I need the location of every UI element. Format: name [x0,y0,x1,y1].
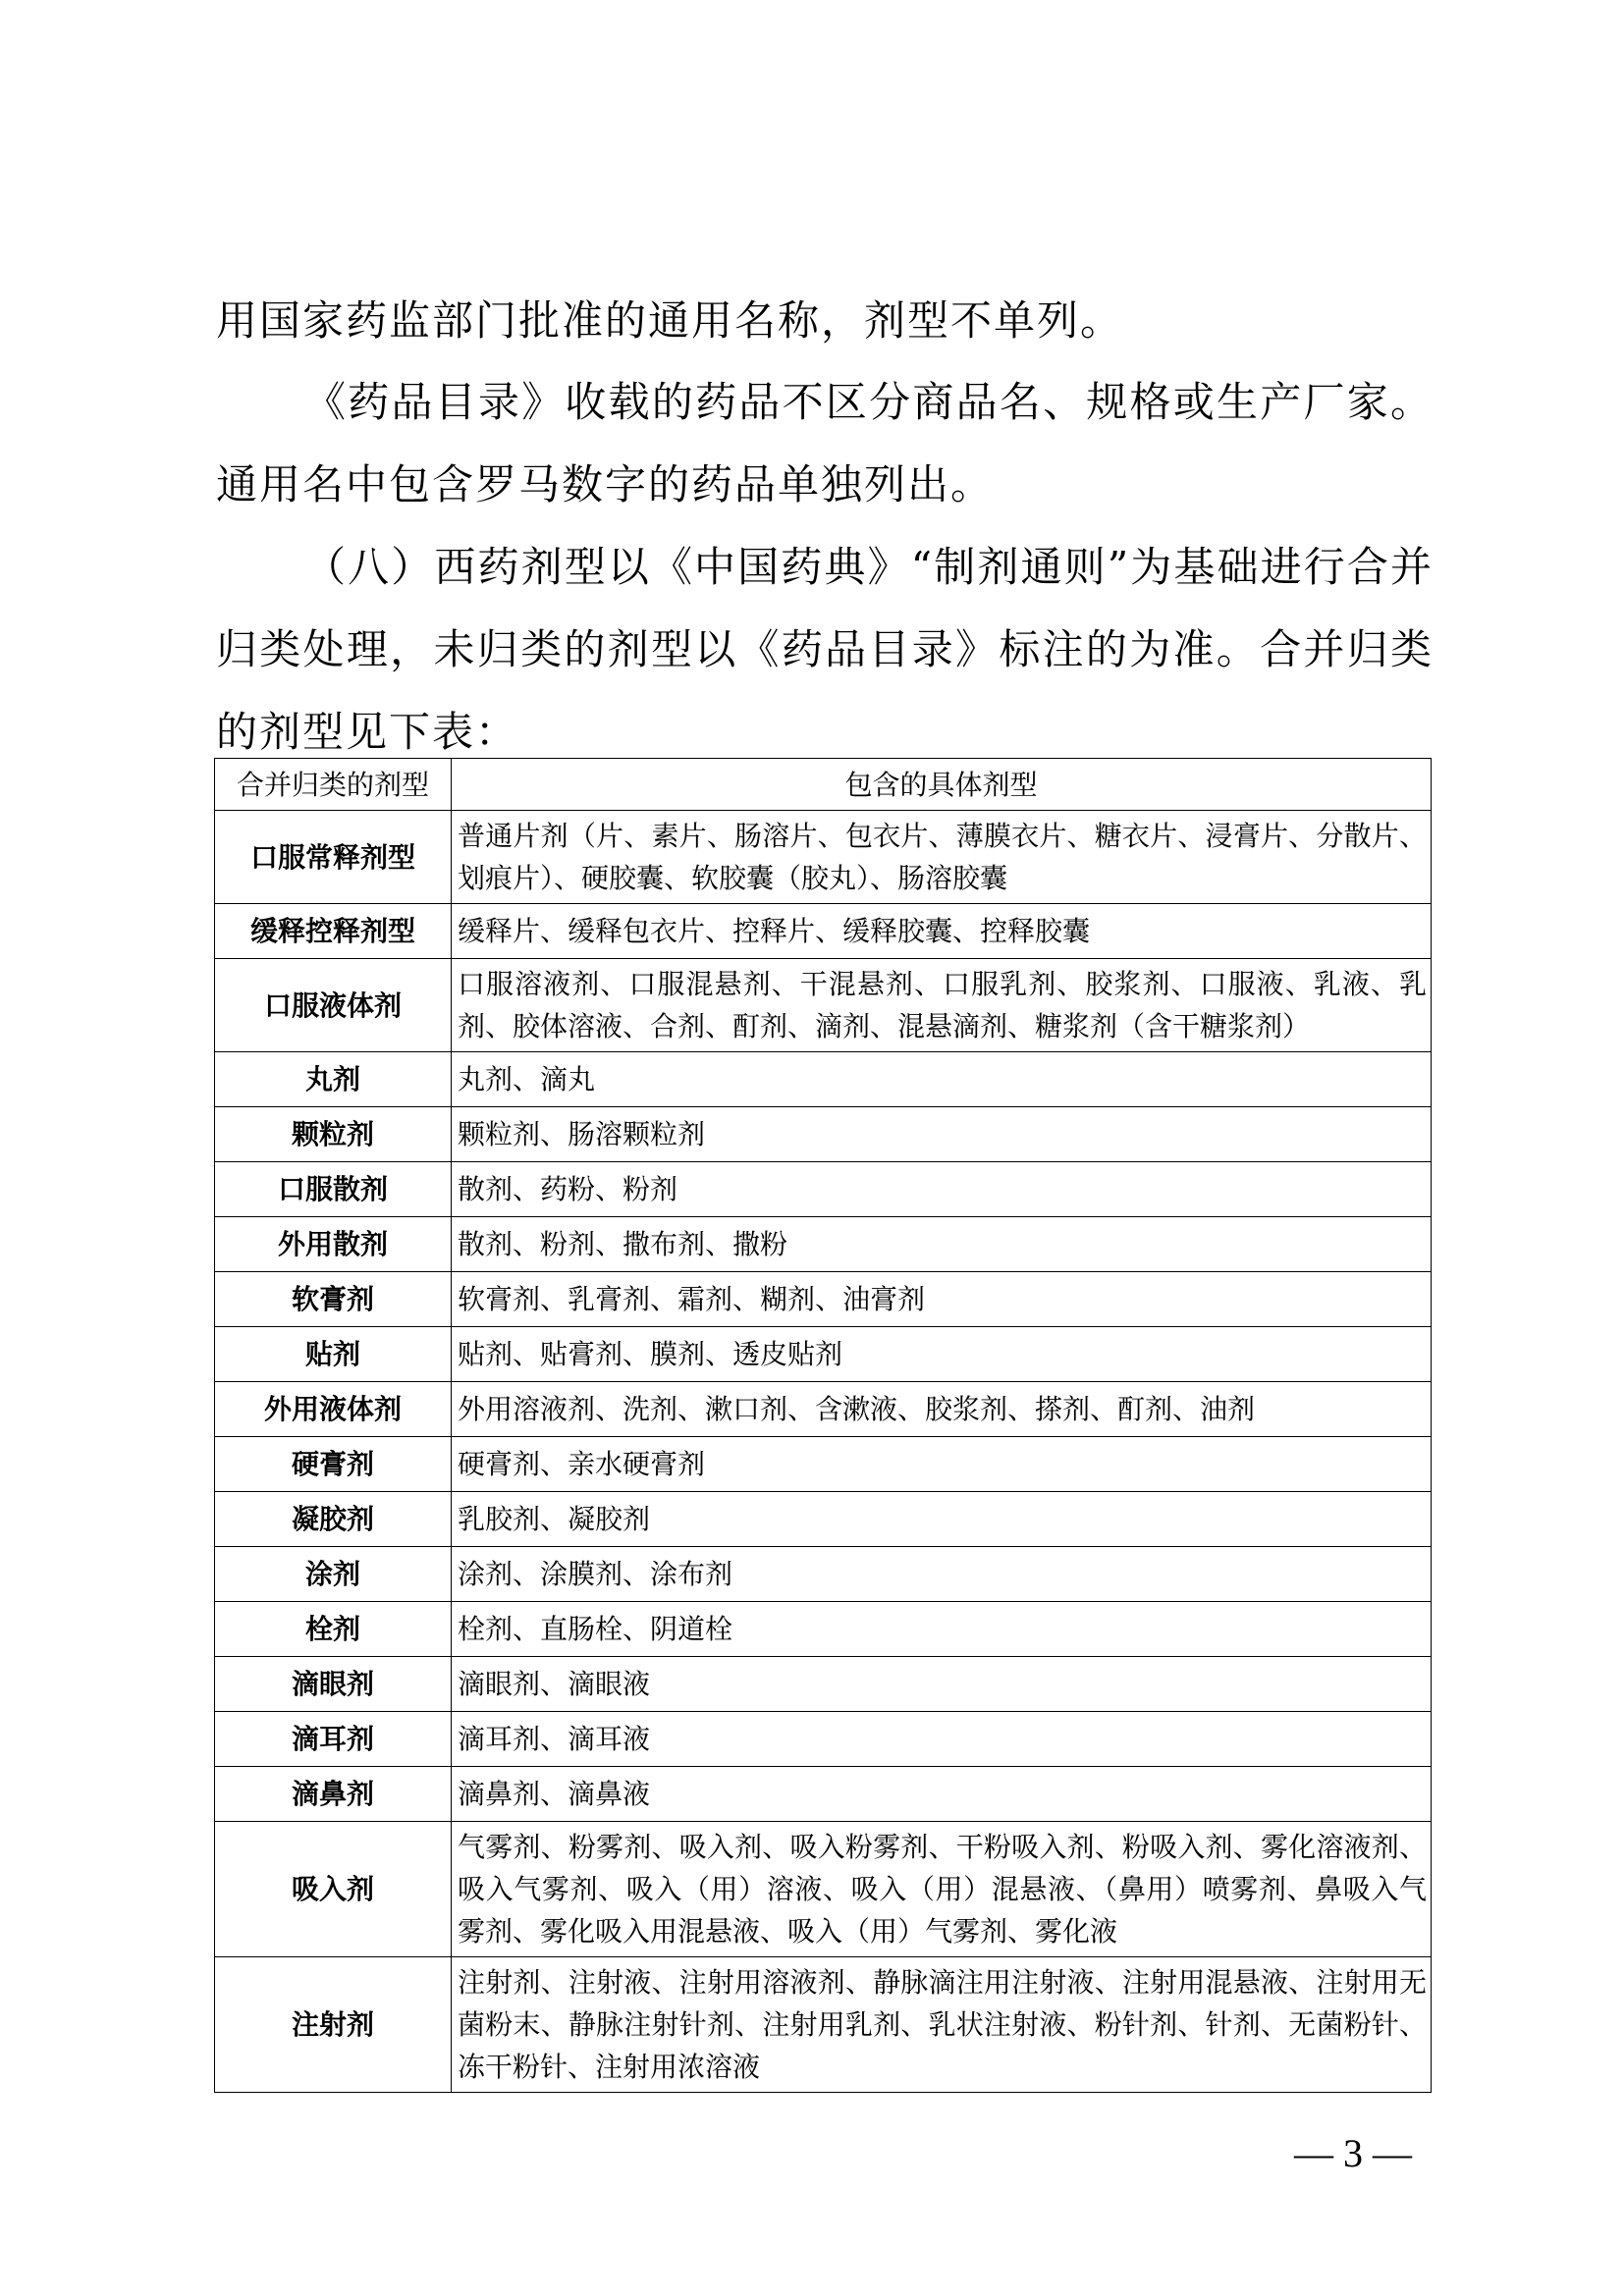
row-category: 缓释控释剂型 [215,904,452,959]
table-row [215,1217,1432,1272]
row-items: 软膏剂、乳膏剂、霜剂、糊剂、油膏剂 [452,1272,1432,1327]
row-items: 外用溶液剂、洗剂、漱口剂、含漱液、胶浆剂、搽剂、酊剂、油剂 [452,1382,1432,1437]
table-row [215,1767,1432,1822]
table-header-row [215,759,1432,811]
table-row [215,1327,1432,1382]
dosage-form-table [214,758,1432,2093]
table-row [215,1382,1432,1437]
table-row [215,904,1432,959]
row-category: 外用液体剂 [215,1382,452,1437]
page-number: — 3 — [1294,2131,1412,2175]
row-category: 硬膏剂 [215,1437,452,1492]
header-specific-forms: 包含的具体剂型 [452,759,1432,811]
row-items: 普通片剂（片、素片、肠溶片、包衣片、薄膜衣片、糖衣片、浸膏片、分散片、划痕片）、硬胶囊、软胶囊（胶丸）、肠溶胶囊 [452,811,1432,904]
row-items: 滴眼剂、滴眼液 [452,1657,1432,1712]
row-items: 缓释片、缓释包衣片、控释片、缓释胶囊、控释胶囊 [452,904,1432,959]
row-category: 滴耳剂 [215,1712,452,1767]
row-items: 硬膏剂、亲水硬膏剂 [452,1437,1432,1492]
table-row [215,1437,1432,1492]
table-row [215,1712,1432,1767]
row-category: 颗粒剂 [215,1107,452,1162]
row-category: 软膏剂 [215,1272,452,1327]
row-category: 丸剂 [215,1052,452,1107]
row-items: 乳胶剂、凝胶剂 [452,1492,1432,1547]
row-items: 颗粒剂、肠溶颗粒剂 [452,1107,1432,1162]
header-merged-form: 合并归类的剂型 [215,759,452,811]
paragraph-1: 用国家药监部门批准的通用名称，剂型不单列。 [216,296,1124,345]
row-category: 吸入剂 [215,1822,452,1957]
row-category: 口服散剂 [215,1162,452,1217]
row-items: 散剂、粉剂、撒布剂、撒粉 [452,1217,1432,1272]
row-items: 注射剂、注射液、注射用溶液剂、静脉滴注用注射液、注射用混悬液、注射用无菌粉末、静脉注射针剂、注射用乳剂、乳状注射液、粉针剂、针剂、无菌粉针、冻干粉针、注射用浓溶液 [452,1957,1432,2093]
row-items: 口服溶液剂、口服混悬剂、干混悬剂、口服乳剂、胶浆剂、口服液、乳液、乳剂、胶体溶液、合剂、酊剂、滴剂、混悬滴剂、糖浆剂（含干糖浆剂） [452,959,1432,1052]
table-row [215,1657,1432,1712]
row-items: 涂剂、涂膜剂、涂布剂 [452,1547,1432,1602]
row-items: 丸剂、滴丸 [452,1052,1432,1107]
row-items: 气雾剂、粉雾剂、吸入剂、吸入粉雾剂、干粉吸入剂、粉吸入剂、雾化溶液剂、吸入气雾剂、吸入（用）溶液、吸入（用）混悬液、（鼻用）喷雾剂、鼻吸入气雾剂、雾化吸入用混悬液、吸入（用）气雾剂、雾化液 [452,1822,1432,1957]
row-category: 栓剂 [215,1602,452,1657]
row-items: 散剂、药粉、粉剂 [452,1162,1432,1217]
row-category: 贴剂 [215,1327,452,1382]
row-category: 注射剂 [215,1957,452,2093]
table-row [215,811,1432,904]
table-row [215,1492,1432,1547]
table-row [215,1822,1432,1957]
table-row [215,959,1432,1052]
paragraph-3: （八）西药剂型以《中国药典》“制剂通则”为基础进行合并归类处理，未归类的剂型以《药品目录》标注的为准。合并归类的剂型见下表： [216,543,1434,756]
row-category: 凝胶剂 [215,1492,452,1547]
row-category: 外用散剂 [215,1217,452,1272]
row-category: 口服常释剂型 [215,811,452,904]
table-row [215,1547,1432,1602]
row-category: 口服液体剂 [215,959,452,1052]
row-category: 滴眼剂 [215,1657,452,1712]
paragraph-2: 《药品目录》收载的药品不区分商品名、规格或生产厂家。通用名中包含罗马数字的药品单独列出。 [216,378,1434,508]
table-row [215,1602,1432,1657]
table-row [215,1272,1432,1327]
table-row [215,1957,1432,2093]
row-category: 滴鼻剂 [215,1767,452,1822]
row-category: 涂剂 [215,1547,452,1602]
row-items: 滴鼻剂、滴鼻液 [452,1767,1432,1822]
row-items: 滴耳剂、滴耳液 [452,1712,1432,1767]
row-items: 栓剂、直肠栓、阴道栓 [452,1602,1432,1657]
table-row [215,1162,1432,1217]
table-row [215,1052,1432,1107]
table-row [215,1107,1432,1162]
row-items: 贴剂、贴膏剂、膜剂、透皮贴剂 [452,1327,1432,1382]
